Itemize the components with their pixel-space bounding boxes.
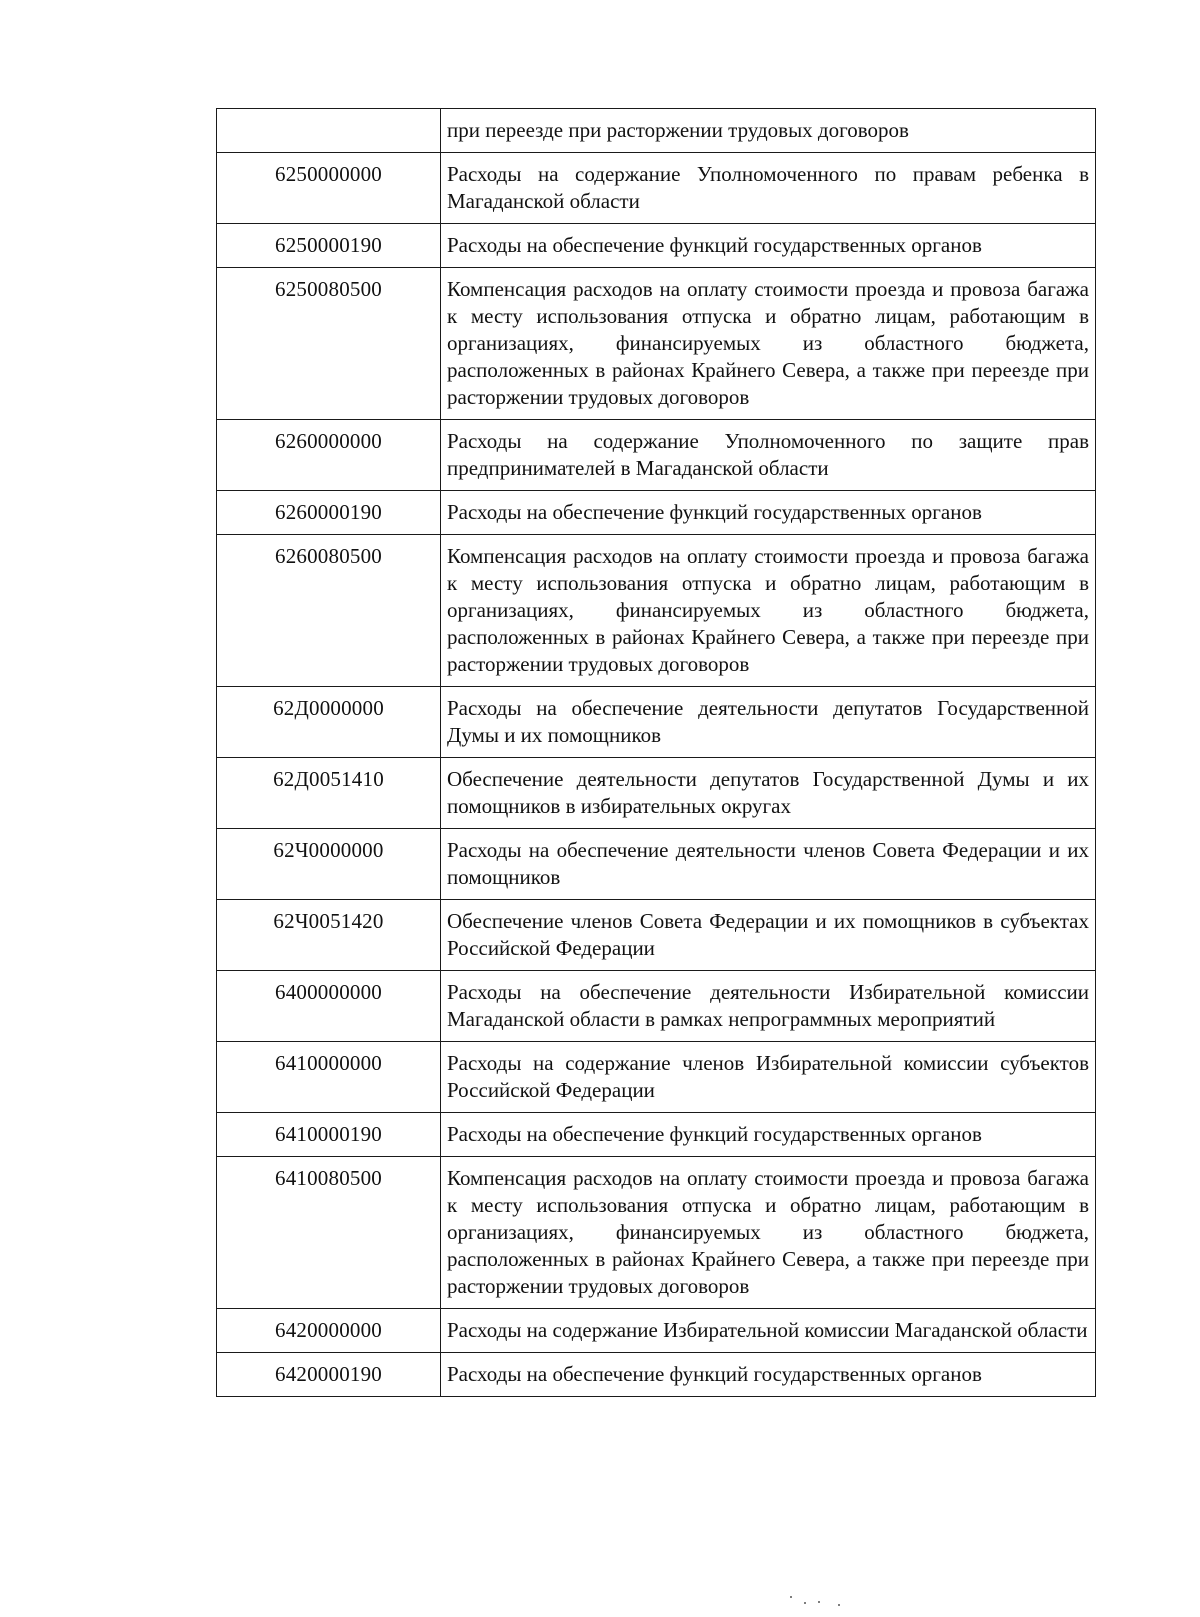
code-cell: 6420000000 — [217, 1309, 441, 1353]
description-cell: Расходы на обеспечение функций государственных органов — [441, 1113, 1096, 1157]
description-cell: Обеспечение деятельности депутатов Государственной Думы и их помощников в избирательных округах — [441, 758, 1096, 829]
description-cell: Расходы на содержание Уполномоченного по защите прав предпринимателей в Магаданской области — [441, 420, 1096, 491]
description-cell: Компенсация расходов на оплату стоимости проезда и провоза багажа к месту использования отпуска и обратно лицам, работающим в организациях, финансируемых из областного бюджета, расположенных в районах Крайнего Севера, а также при переезде при расторжении трудовых договоров — [441, 535, 1096, 687]
description-cell: Расходы на обеспечение функций государственных органов — [441, 1353, 1096, 1397]
code-cell: 6410080500 — [217, 1157, 441, 1309]
table-row — [217, 1353, 1096, 1397]
code-cell — [217, 109, 441, 153]
code-cell: 6260000000 — [217, 420, 441, 491]
table-row — [217, 491, 1096, 535]
description-cell: Расходы на обеспечение деятельности Избирательной комиссии Магаданской области в рамках непрограммных мероприятий — [441, 971, 1096, 1042]
code-cell: 6400000000 — [217, 971, 441, 1042]
description-cell: Расходы на содержание Избирательной комиссии Магаданской области — [441, 1309, 1096, 1353]
table-row — [217, 109, 1096, 153]
code-cell: 6250000000 — [217, 153, 441, 224]
description-cell: Расходы на содержание Уполномоченного по правам ребенка в Магаданской области — [441, 153, 1096, 224]
table-row — [217, 1157, 1096, 1309]
code-cell: 62Ч0000000 — [217, 829, 441, 900]
description-cell: Расходы на обеспечение функций государственных органов — [441, 224, 1096, 268]
description-cell: Расходы на обеспечение функций государственных органов — [441, 491, 1096, 535]
code-cell: 6420000190 — [217, 1353, 441, 1397]
code-cell: 62Ч0051420 — [217, 900, 441, 971]
table-row — [217, 687, 1096, 758]
table-row — [217, 1042, 1096, 1113]
table-row — [217, 829, 1096, 900]
table-row — [217, 971, 1096, 1042]
table-row — [217, 1309, 1096, 1353]
table-row — [217, 1113, 1096, 1157]
table-row — [217, 758, 1096, 829]
code-cell: 62Д0000000 — [217, 687, 441, 758]
table-row — [217, 535, 1096, 687]
description-cell: при переезде при расторжении трудовых договоров — [441, 109, 1096, 153]
table-row — [217, 153, 1096, 224]
code-cell: 6260000190 — [217, 491, 441, 535]
description-cell: Компенсация расходов на оплату стоимости проезда и провоза багажа к месту использования отпуска и обратно лицам, работающим в организациях, финансируемых из областного бюджета, расположенных в районах Крайнего Севера, а также при переезде при расторжении трудовых договоров — [441, 268, 1096, 420]
code-cell: 6250080500 — [217, 268, 441, 420]
code-cell: 62Д0051410 — [217, 758, 441, 829]
table-row — [217, 268, 1096, 420]
description-cell: Расходы на содержание членов Избирательной комиссии субъектов Российской Федерации — [441, 1042, 1096, 1113]
code-cell: 6260080500 — [217, 535, 441, 687]
budget-codes-table — [216, 108, 1096, 1397]
description-cell: Расходы на обеспечение деятельности депутатов Государственной Думы и их помощников — [441, 687, 1096, 758]
code-cell: 6410000000 — [217, 1042, 441, 1113]
code-cell: 6250000190 — [217, 224, 441, 268]
scan-specks — [790, 1596, 850, 1608]
description-cell: Компенсация расходов на оплату стоимости проезда и провоза багажа к месту использования отпуска и обратно лицам, работающим в организациях, финансируемых из областного бюджета, расположенных в районах Крайнего Севера, а также при переезде при расторжении трудовых договоров — [441, 1157, 1096, 1309]
table-row — [217, 420, 1096, 491]
table-row — [217, 224, 1096, 268]
description-cell: Обеспечение членов Совета Федерации и их помощников в субъектах Российской Федерации — [441, 900, 1096, 971]
description-cell: Расходы на обеспечение деятельности членов Совета Федерации и их помощников — [441, 829, 1096, 900]
code-cell: 6410000190 — [217, 1113, 441, 1157]
table-row — [217, 900, 1096, 971]
